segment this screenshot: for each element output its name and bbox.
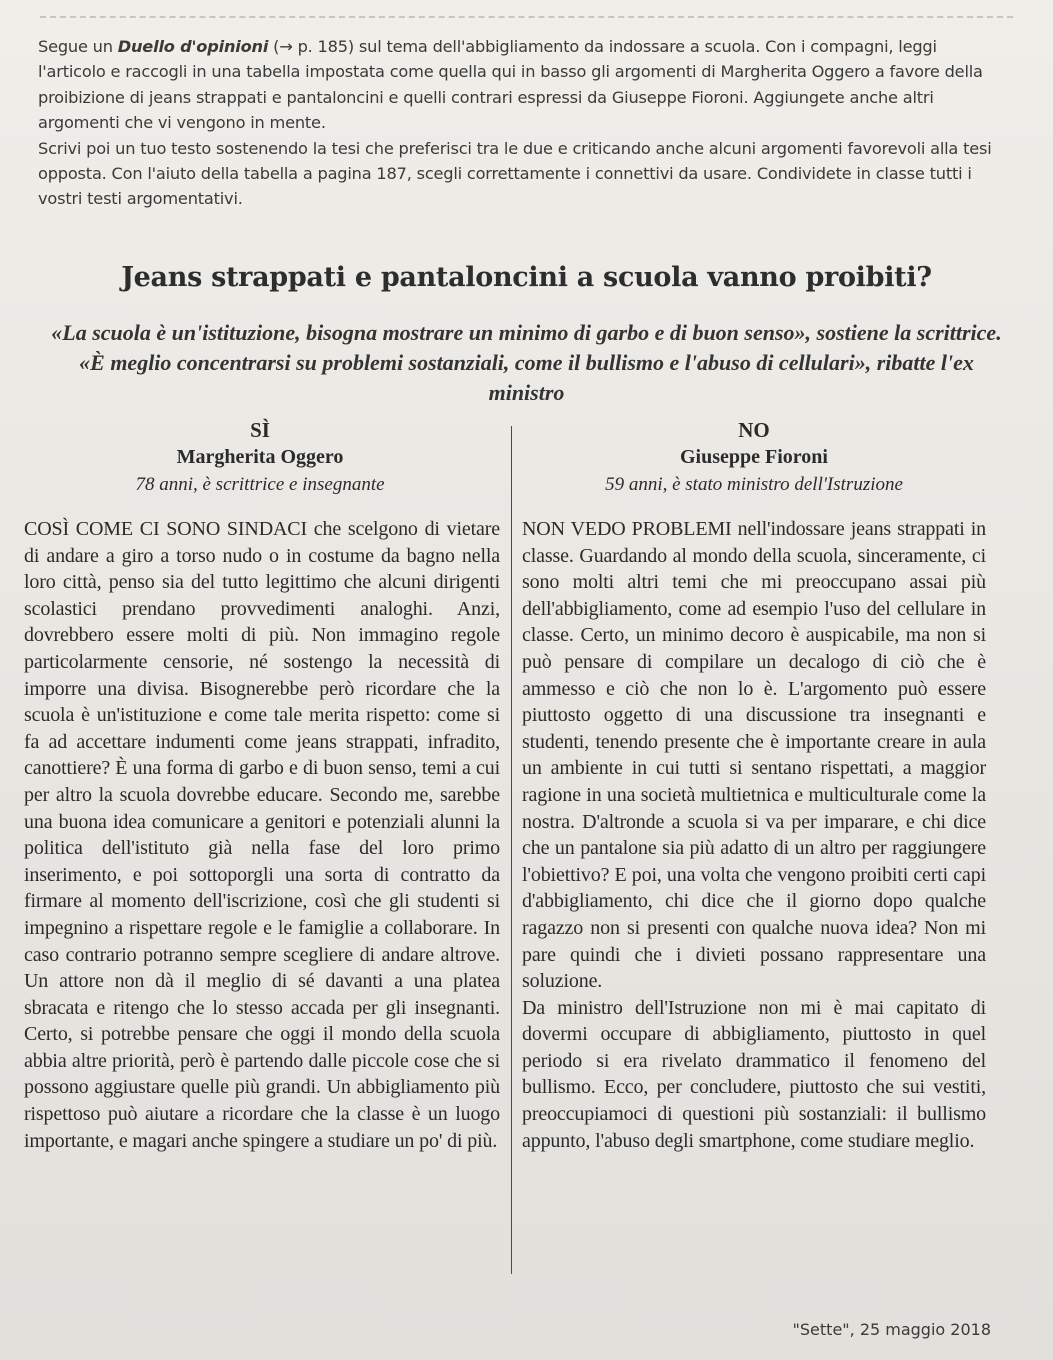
reference-title: Duello d'opinioni	[117, 37, 269, 56]
top-rule	[40, 16, 1013, 20]
article-subheadline: «La scuola è un'istituzione, bisogna mostrare un minimo di garbo e di buon senso», sostiene la scrittrice. «È meglio concentrarsi su problemi sostanziali, come il bullismo e l'abuso di cellulari», ribatte l'ex ministro	[51, 320, 1002, 405]
yes-side-label: SÌ	[250, 418, 270, 442]
yes-author-role: 78 anni, è scrittrice e insegnante	[135, 474, 385, 495]
no-paragraph-1: NON VEDO PROBLEMI nell'indossare jeans strappati in classe. Guardando al mondo della scuola, sinceramente, ci sono molti altri temi che mi preoccupano assai più dell'abbigliamento, come ad esempio l'uso del cellulare in classe. Certo, un minimo decoro è auspicabile, ma non si può pensare di compilare un decalogo di ciò che è ammesso e ciò che non lo è. L'argomento può essere piuttosto oggetto di una discussione tra insegnanti e studenti, tenendo presente che è importante creare in aula un ambiente in cui tutti si sentano rispettati, a maggior ragione in una società multietnica e multiculturale come la nostra. D'altronde a scuola si va per imparare, e chi dice che un pantalone sia più adatto di un altro per raggiungere l'obiettivo? E poi, una volta che vengono proibiti certi capi d'abbigliamento, chi dice che il giorno dopo qualche ragazzo non si presenti con qualche nuova idea? Non mi pare quindi che i divieti possano rappresentare una soluzione.	[522, 518, 986, 993]
no-author-name: Giuseppe Fioroni	[680, 446, 828, 468]
yes-paragraph: COSÌ COME CI SONO SINDACI che scelgono di vietare di andare a giro a torso nudo o in costume da bagno nella loro città, penso sia del tutto legittimo che alcuni dirigenti scolastici prendano provvedimenti analoghi. Anzi, dovrebbero essere molti di più. Non immagino regole particolarmente censorie, né sostengo la necessità di imporre una divisa. Bisognerebbe però ricordare che la scuola è un'istituzione e come tale merita rispetto: come si fa ad accettare indumenti come jeans strappati, infradito, canottiere? È una forma di garbo e di buon senso, temi a cui per altro la scuola dovrebbe educare. Secondo me, sarebbe una buona idea comunicare a genitori e potenziali alunni la politica dell'istituto già nella fase del loro primo inserimento, e poi sottoporgli una sorta di contratto da firmare al momento dell'iscrizione, così che gli studenti si impegnino a rispettare regole e le famiglie a collaborare. In caso contrario potranno sempre scegliere di andare altrove. Un attore non dà il meglio di sé davanti a una platea sbracata e ritengo che lo stesso accada per gli insegnanti. Certo, si potrebbe pensare che oggi il mondo della scuola abbia altre priorità, però è partendo dalle piccole cose che si possono aggiustare quelle più grandi. Un abbigliamento più rispettoso può aiutare a ricordare che la classe è un luogo importante, e magari anche spingere a studiare un po' di più.	[24, 518, 500, 1152]
exercise-instructions	[38, 34, 1003, 212]
yes-author-name: Margherita Oggero	[176, 446, 344, 468]
no-column	[522, 418, 986, 1154]
instructions-paragraph-2: Scrivi poi un tuo testo sostenendo la tesi che preferisci tra le due e criticando anche alcuni argomenti favorevoli alla tesi opposta. Con l'aiuto della tabella a pagina 187, scegli correttamente i connettivi da usare. Condividete in classe tutti i vostri testi argomentativi.	[38, 138, 992, 209]
source-citation: "Sette", 25 maggio 2018	[792, 1320, 991, 1339]
no-paragraph-2: Da ministro dell'Istruzione non mi è mai capitato di dovermi occupare di abbigliamento, piuttosto in quel periodo si era rivelato drammatico il fenomeno del bullismo. Ecco, per concludere, piuttosto che sui vestiti, preoccupiamoci di questioni più sostanziali: il bullismo appunto, l'abuso degli smartphone, come studiare meglio.	[522, 996, 986, 1152]
yes-column	[20, 418, 500, 1154]
column-divider	[511, 426, 512, 1274]
no-body-text	[522, 516, 986, 1154]
article-headline: Jeans strappati e pantaloncini a scuola vanno proibiti?	[121, 262, 932, 293]
no-author-role: 59 anni, è stato ministro dell'Istruzione	[605, 474, 903, 495]
yes-body-text	[20, 516, 500, 1154]
no-side-label: NO	[738, 418, 770, 442]
instructions-paragraph-1: Segue un Duello d'opinioni (→ p. 185) sul tema dell'abbigliamento da indossare a scuola. Con i compagni, leggi l'articolo e raccogli in una tabella impostata come quella qui in basso gli argomenti di Margherita Oggero a favore della proibizione di jeans strappati e pantaloncini e quelli contrari espressi da Giuseppe Fioroni. Aggiungete anche altri argomenti che vi vengono in mente.	[38, 37, 983, 133]
